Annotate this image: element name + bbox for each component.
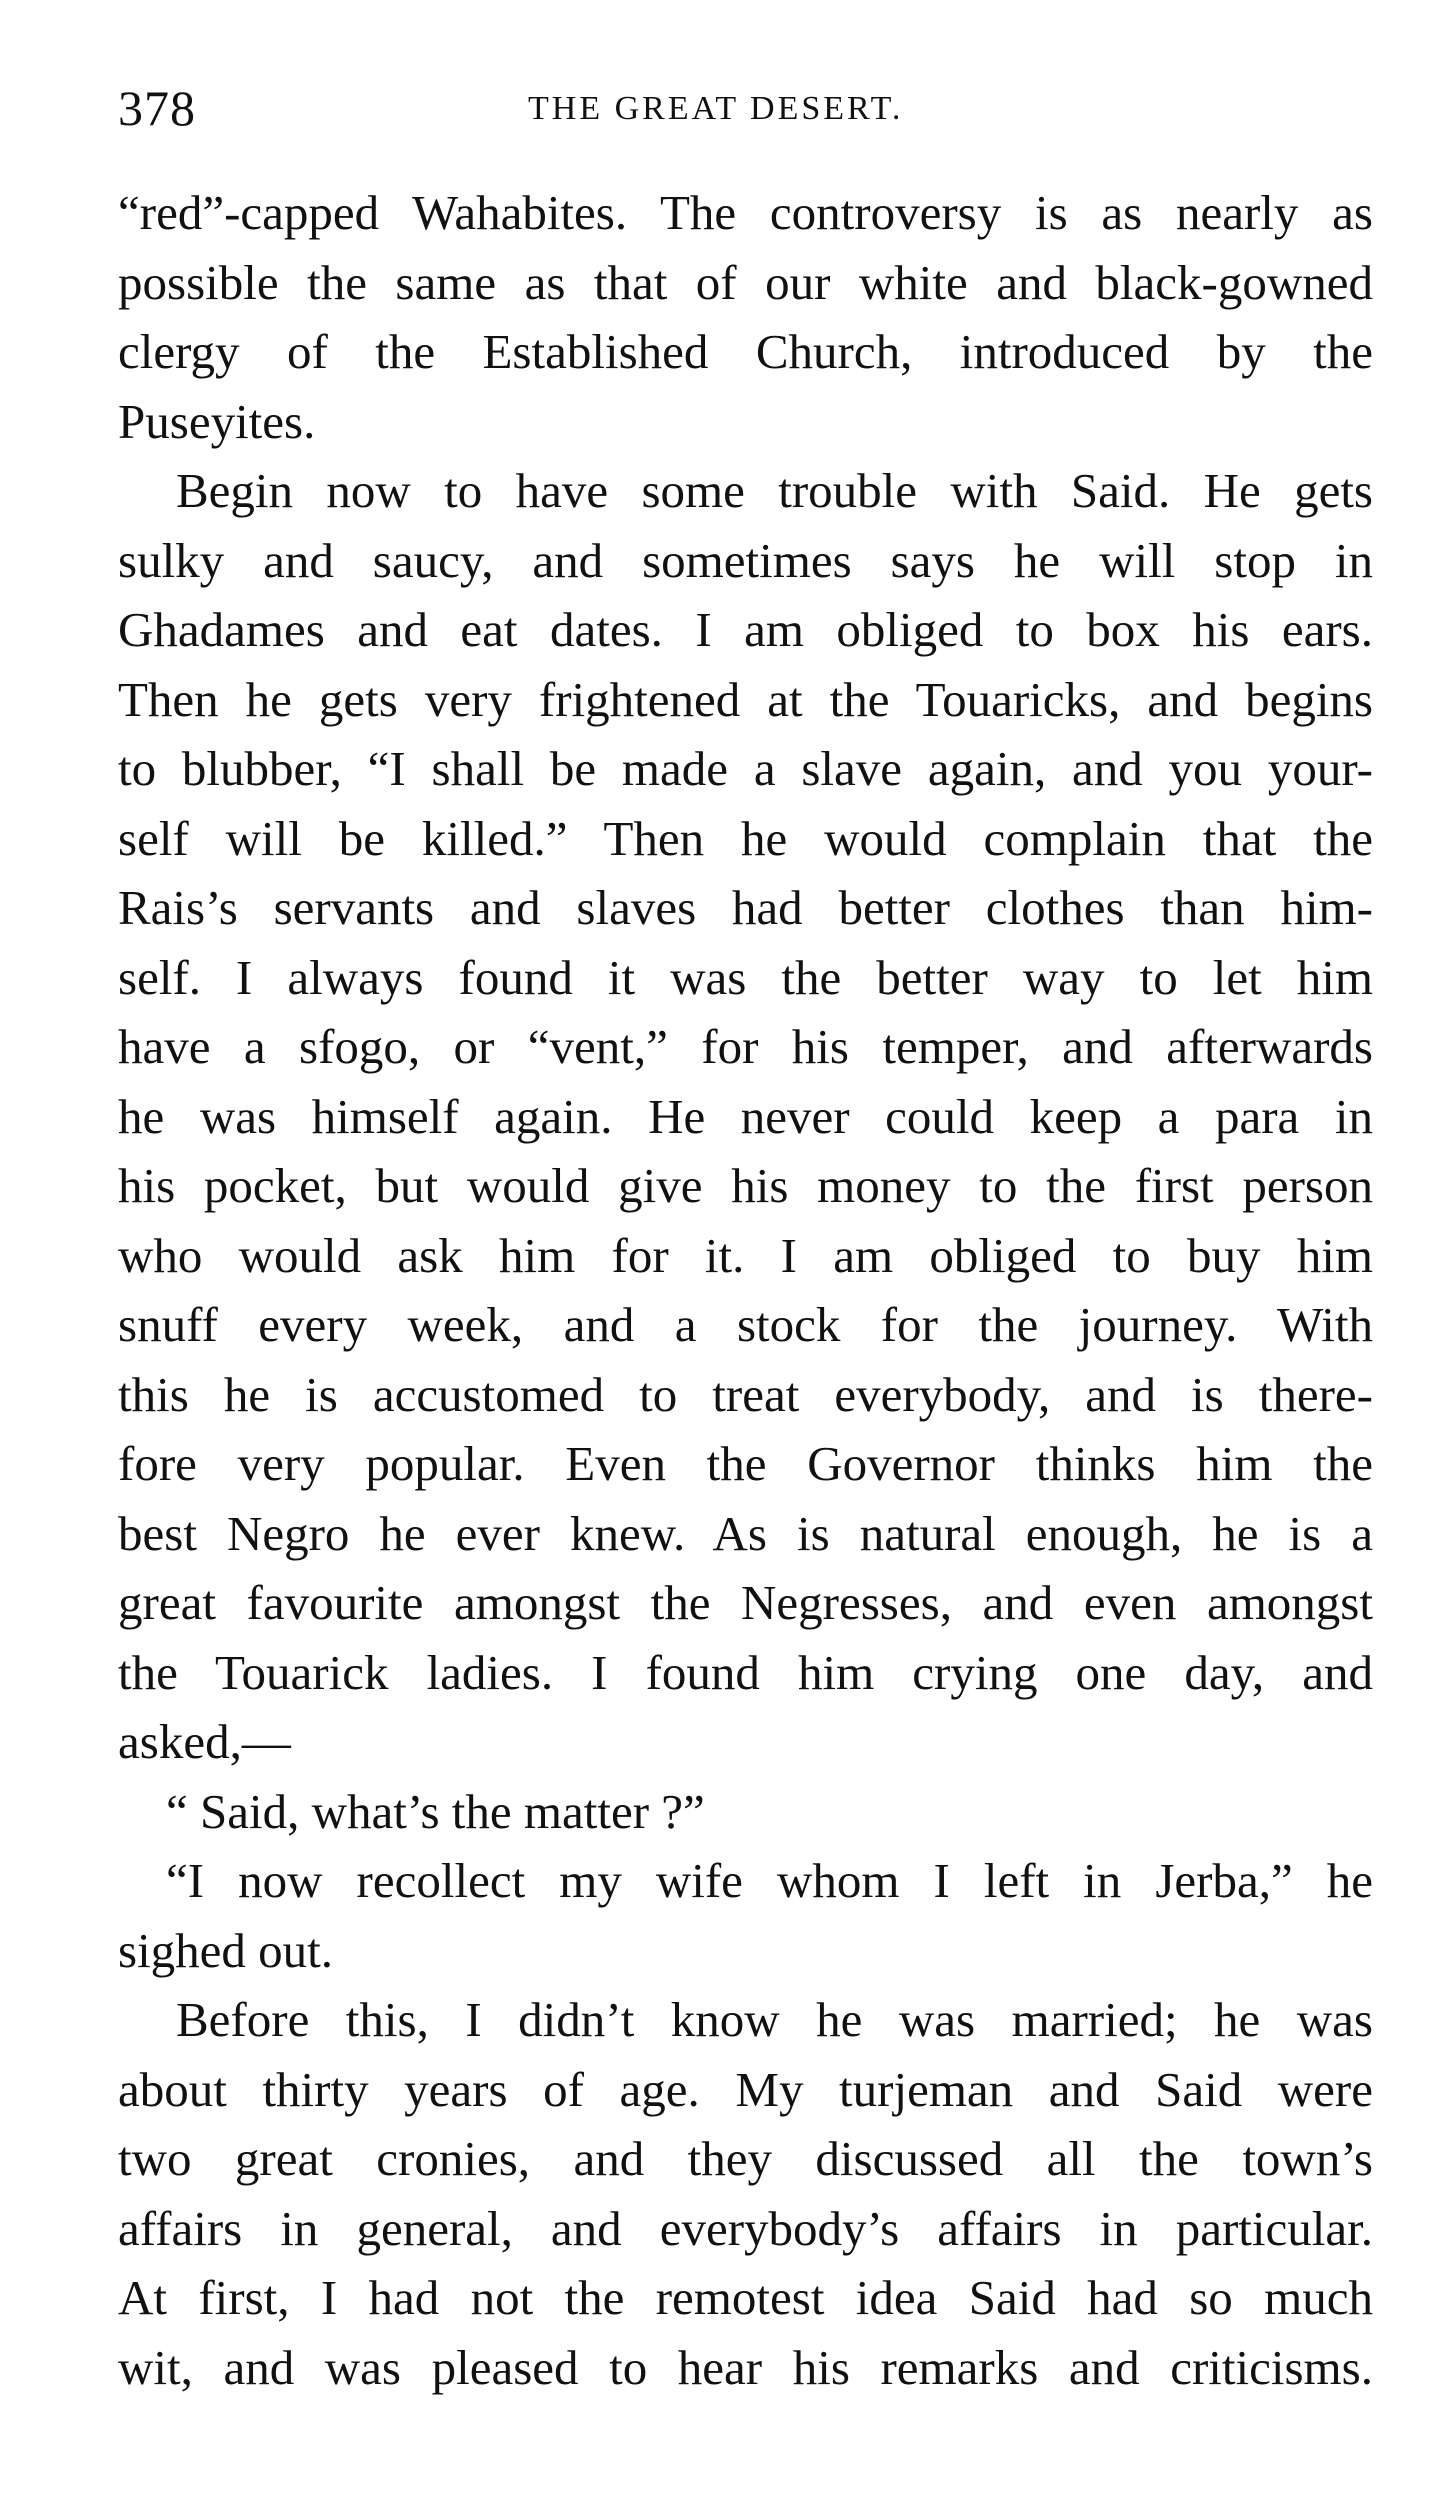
text-line: about thirty years of age. My turjeman and Said were <box>118 2061 1373 2117</box>
text-line: possible the same as that of our white and black-gowned <box>118 254 1373 310</box>
text-line: great favourite amongst the Negresses, and even amongst <box>118 1575 1373 1630</box>
text-line: Before this, I didn’t know he was married; he was <box>176 1992 1373 2047</box>
text-line: sighed out. <box>118 1922 334 1978</box>
text-line: snuff every week, and a stock for the journey. With <box>118 1297 1373 1352</box>
text-line: “red”-capped Wahabites. The controversy is as nearly as <box>118 185 1373 240</box>
text-line: sulky and saucy, and sometimes says he will stop in <box>118 532 1373 588</box>
body-text <box>118 178 1373 2402</box>
text-line: wit, and was pleased to hear his remarks and criticisms. <box>118 2339 1373 2395</box>
text-line: clergy of the Established Church, introduced by the <box>118 324 1373 379</box>
text-line: this he is accustomed to treat everybody, and is there- <box>118 1366 1373 1422</box>
text-line: At first, I had not the remotest idea Said had so much <box>118 2270 1373 2325</box>
text-line: Puseyites. <box>118 393 316 449</box>
running-head <box>118 78 1368 138</box>
text-line: Ghadames and eat dates. I am obliged to box his ears. <box>118 602 1373 657</box>
text-line: Then he gets very frightened at the Touaricks, and begins <box>118 671 1373 727</box>
text-line: his pocket, but would give his money to the first person <box>118 1158 1373 1213</box>
text-line: affairs in general, and everybody’s affairs in particular. <box>118 2200 1373 2256</box>
text-line: to blubber, “I shall be made a slave again, and you your- <box>118 741 1373 796</box>
text-line: self. I always found it was the better way to let him <box>118 949 1373 1005</box>
text-line: self will be killed.” Then he would complain that the <box>118 810 1373 866</box>
text-line: Rais’s servants and slaves had better clothes than him- <box>118 880 1373 935</box>
page-number: 378 <box>118 80 196 136</box>
text-line: asked,— <box>118 1714 291 1769</box>
text-line: he was himself again. He never could keep a para in <box>118 1088 1373 1144</box>
running-title: THE GREAT DESERT. <box>528 90 904 127</box>
text-line: who would ask him for it. I am obliged to buy him <box>118 1227 1373 1283</box>
text-line: Begin now to have some trouble with Said. He gets <box>176 463 1373 518</box>
text-line: the Touarick ladies. I found him crying one day, and <box>118 1644 1373 1700</box>
text-line: “I now recollect my wife whom I left in Jerba,” he <box>166 1853 1373 1908</box>
text-line: “ Said, what’s the matter ?” <box>166 1783 705 1839</box>
text-line: have a sfogo, or “vent,” for his temper, and afterwards <box>118 1019 1373 1074</box>
text-line: two great cronies, and they discussed all the town’s <box>118 2131 1373 2186</box>
text-line: best Negro he ever knew. As is natural enough, he is a <box>118 1505 1373 1561</box>
text-line: fore very popular. Even the Governor thinks him the <box>118 1436 1373 1491</box>
